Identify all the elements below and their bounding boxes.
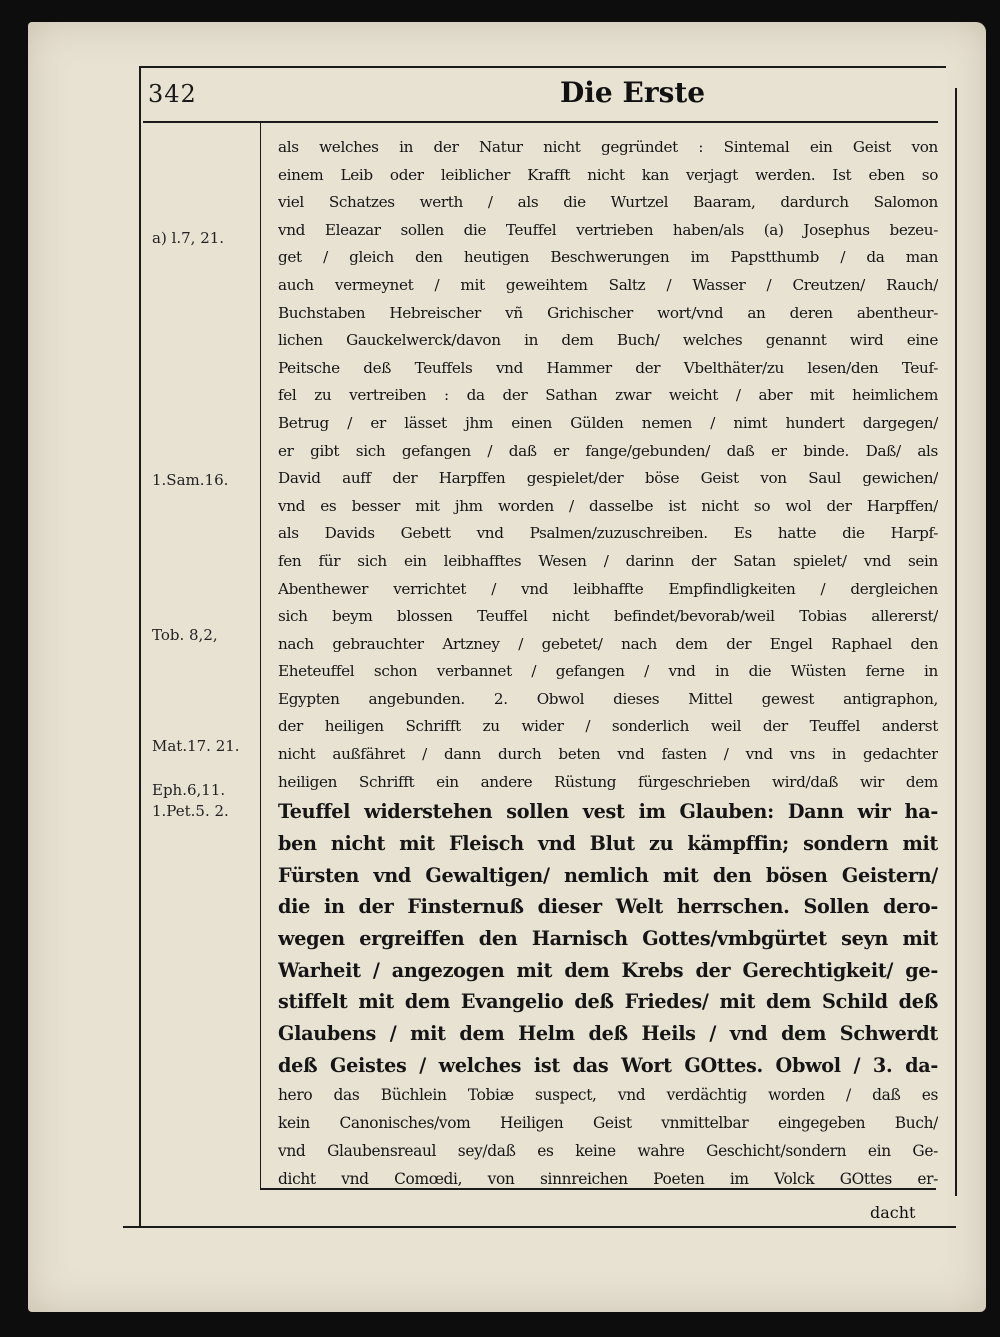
text-line: heiligen Schrifft ein andere Rüstung fürgeschrieben wird/daß wir dem: [278, 772, 938, 791]
text-line: die in der Finsternuß dieser Welt herrschen. Sollen dero-: [278, 895, 938, 919]
text-line: ben nicht mit Fleisch vnd Blut zu kämpffin; sondern mit: [278, 831, 938, 855]
main-text-column: [278, 134, 938, 1193]
text-line: einem Leib oder leiblicher Krafft nicht kan verjagt werden. Ist eben so: [278, 165, 938, 184]
text-line: Abenthewer verrichtet / vnd leibhaffte Empfindligkeiten / dergleichen: [278, 579, 938, 598]
running-title: Die Erste: [560, 76, 706, 109]
text-line: get / gleich den heutigen Beschwerungen im Papstthumb / da man: [278, 248, 938, 267]
text-line: Eheteuffel schon verbannet / gefangen / vnd in die Wüsten ferne in: [278, 662, 938, 681]
text-block-small-end: [278, 1081, 938, 1193]
text-line: David auff der Harpffen gespielet/der böse Geist von Saul gewichen/: [278, 469, 938, 488]
text-line: nach gebrauchter Artzney / gebetet/ nach dem der Engel Raphael den: [278, 634, 938, 653]
text-line: vnd es besser mit jhm worden / dasselbe ist nicht so wol der Harpffen/: [278, 496, 938, 515]
left-frame-rule: [139, 66, 141, 1228]
text-line: Buchstaben Hebreischer vñ Grichischer wort/vnd an deren abentheur-: [278, 303, 938, 322]
text-line: Egypten angebunden. 2. Obwol dieses Mittel gewest antigraphon,: [278, 689, 938, 708]
margin-note: 1.Pet.5. 2.: [152, 802, 229, 820]
text-line: dicht vnd Comœdi, von sinnreichen Poeten im Volck GOttes er-: [278, 1170, 938, 1189]
text-line: deß Geistes / welches ist das Wort GOttes. Obwol / 3. da-: [278, 1053, 938, 1077]
text-line: hero das Büchlein Tobiæ suspect, vnd verdächtig worden / daß es: [278, 1086, 938, 1105]
margin-note: Mat.17. 21.: [152, 737, 240, 755]
text-line: fen für sich ein leibhafftes Wesen / darinn der Satan spielet/ vnd sein: [278, 551, 938, 570]
right-frame-rule: [955, 88, 957, 1196]
text-line: viel Schatzes werth / als die Wurtzel Baaram, dardurch Salomon: [278, 193, 938, 212]
text-line: der heiligen Schrifft zu wider / sonderlich weil der Teuffel anderst: [278, 717, 938, 736]
text-line: Betrug / er lässet jhm einen Gülden nemen / nimt hundert dargegen/: [278, 413, 938, 432]
text-line: Teuffel widerstehen sollen vest im Glauben: Dann wir ha-: [278, 800, 938, 824]
text-line: vnd Glaubensreaul sey/daß es keine wahre Geschicht/sondern ein Ge-: [278, 1142, 938, 1161]
text-block-large: [278, 796, 938, 1081]
bottom-frame-rule: [123, 1226, 956, 1228]
catchword: dacht: [870, 1203, 916, 1222]
text-line: lichen Gauckelwerck/davon in dem Buch/ welches genannt wird eine: [278, 331, 938, 350]
text-line: stiffelt mit dem Evangelio deß Friedes/ mit dem Schild deß: [278, 990, 938, 1014]
margin-note: Tob. 8,2,: [152, 626, 218, 644]
text-line: vnd Eleazar sollen die Teuffel vertrieben haben/als (a) Josephus bezeu-: [278, 220, 938, 239]
text-line: Fürsten vnd Gewaltigen/ nemlich mit den bösen Geistern/: [278, 863, 938, 887]
text-line: Warheit / angezogen mit dem Krebs der Gerechtigkeit/ ge-: [278, 958, 938, 982]
text-line: kein Canonisches/vom Heiligen Geist vnmittelbar eingegeben Buch/: [278, 1114, 938, 1133]
text-line: wegen ergreiffen den Harnisch Gottes/vmbgürtet seyn mit: [278, 927, 938, 950]
text-line: sich beym blossen Teuffel nicht befindet/bevorab/weil Tobias allererst/: [278, 607, 938, 626]
text-line: auch vermeynet / mit geweihtem Saltz / Wasser / Creutzen/ Rauch/: [278, 275, 938, 294]
text-line: als Davids Gebett vnd Psalmen/zuzuschreiben. Es hatte die Harpf-: [278, 524, 938, 543]
header-rule: [140, 66, 946, 68]
header-rule-lower: [143, 121, 938, 123]
text-line: nicht außfähret / dann durch beten vnd fasten / vnd vns in gedachter: [278, 745, 938, 764]
text-block-small: [278, 134, 938, 796]
margin-note: a) l.7, 21.: [152, 229, 225, 247]
text-line: Glaubens / mit dem Helm deß Heils / vnd dem Schwerdt: [278, 1022, 938, 1046]
column-divider-rule: [260, 122, 261, 1188]
margin-note: 1.Sam.16.: [152, 471, 229, 489]
margin-note: Eph.6,11.: [152, 781, 226, 799]
text-line: Peitsche deß Teuffels vnd Hammer der Vbelthäter/zu lesen/den Teuf-: [278, 358, 938, 377]
page-number: 342: [148, 80, 197, 108]
text-line: als welches in der Natur nicht gegründet : Sintemal ein Geist von: [278, 138, 938, 156]
text-line: fel zu vertreiben : da der Sathan zwar weicht / aber mit heimlichem: [278, 386, 938, 405]
text-line: er gibt sich gefangen / daß er fange/gebunden/ daß er binde. Daß/ als: [278, 441, 938, 460]
